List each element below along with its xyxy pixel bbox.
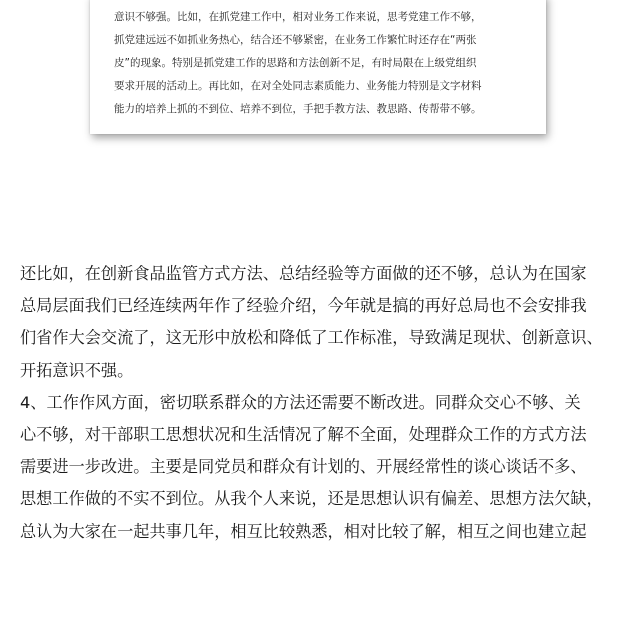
article-line: 思想工作做的不实不到位。从我个人来说，还是思想认识有偏差、思想方法欠缺， bbox=[20, 489, 603, 509]
article-body bbox=[20, 258, 626, 548]
card-line: 皮”的现象。特别是抓党建工作的思路和方法创新不足，有时局限在上级党组织 bbox=[114, 57, 477, 69]
article-line: 总认为大家在一起共事几年，相互比较熟悉，相对比较了解，相互之间也建立起 bbox=[20, 521, 587, 541]
article-line: 4、工作作风方面，密切联系群众的方法还需要不断改进。同群众交心不够、关 bbox=[20, 392, 581, 412]
card-line: 意识不够强。比如，在抓党建工作中，相对业务工作来说，思考党建工作不够， bbox=[114, 11, 482, 23]
article-line: 心不够，对干部职工思想状况和生活情况了解不全面，处理群众工作的方式方法 bbox=[20, 425, 587, 445]
article-line: 开拓意识不强。 bbox=[20, 360, 134, 380]
card-line: 要求开展的活动上。再比如，在对全处同志素质能力、业务能力特别是文字材料 bbox=[114, 80, 482, 92]
article-line: 需要进一步改进。主要是同党员和群众有计划的、开展经常性的谈心谈话不多、 bbox=[20, 457, 587, 477]
article-line: 们省作大会交流了，这无形中放松和降低了工作标准，导致满足现状、创新意识、 bbox=[20, 328, 603, 348]
card-text-block bbox=[90, 0, 546, 121]
card-line: 能力的培养上抓的不到位、培养不到位，手把手教方法、教思路、传帮带不够。 bbox=[114, 103, 482, 115]
article-line: 总局层面我们已经连续两年作了经验介绍，今年就是搞的再好总局也不会安排我 bbox=[20, 296, 587, 316]
article-line: 还比如，在创新食品监管方式方法、总结经验等方面做的还不够，总认为在国家 bbox=[20, 264, 587, 283]
document-image-card bbox=[90, 0, 546, 134]
card-line: 抓党建远远不如抓业务热心，结合还不够紧密，在业务工作繁忙时还存在“两张 bbox=[114, 34, 477, 46]
